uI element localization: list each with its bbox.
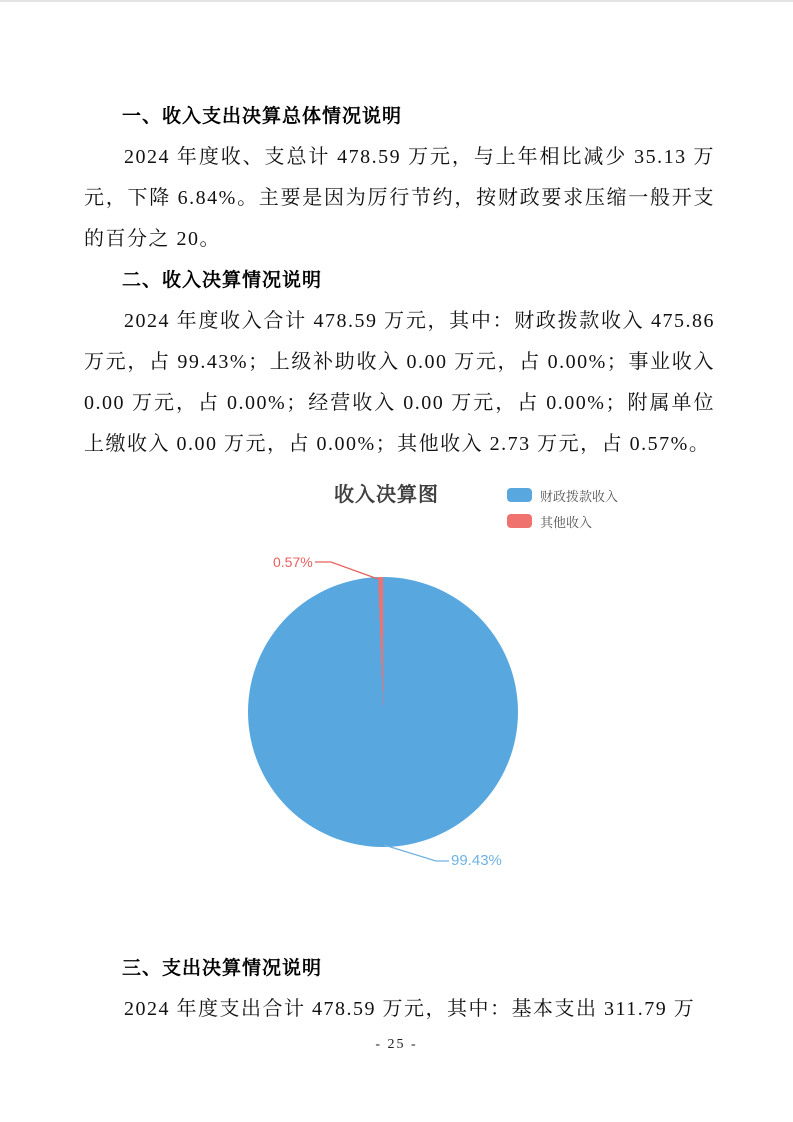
chart-title: 收入决算图: [334, 484, 439, 506]
legend-item-other: [507, 508, 618, 534]
pie-label: 0.57%: [273, 554, 313, 570]
pie-label: 99.43%: [451, 852, 502, 869]
legend-swatch: [507, 488, 532, 502]
page-number: - 25 -: [375, 1037, 418, 1052]
section-3-paragraph: 2024 年度支出合计 478.59 万元，其中：基本支出 311.79 万: [124, 998, 696, 1020]
section-2-heading: 二、收入决算情况说明: [122, 270, 323, 291]
chart-legend: [507, 482, 618, 534]
legend-label: 财政拨款收入: [540, 488, 619, 504]
section-1-heading: 一、收入支出决算总体情况说明: [122, 106, 403, 127]
pie-chart: [248, 577, 518, 847]
legend-item-fiscal: [507, 482, 618, 508]
page-content: [84, 96, 715, 1030]
section-1-paragraph: 2024 年度收、支总计 478.59 万元，与上年相比减少 35.13 万元，下降 6.84%。主要是因为厉行节约，按财政要求压缩一般开支的百分之 20。: [84, 146, 715, 250]
section-2-paragraph: 2024 年度收入合计 478.59 万元，其中：财政拨款收入 475.86 万元，占 99.43%；上级补助收入 0.00 万元，占 0.00%；事业收入 0.00 万元，占 0.00%；经营收入 0.00 万元，占 0.00%；附属单位上缴收入 0.00 万元，占 0.00%；其他收入 2.73 万元，占 0.57%。: [84, 310, 715, 455]
legend-label: 其他收入: [540, 514, 593, 530]
income-pie-chart-figure: [84, 465, 715, 948]
legend-swatch: [507, 514, 532, 528]
section-3-heading: 三、支出决算情况说明: [122, 958, 323, 979]
